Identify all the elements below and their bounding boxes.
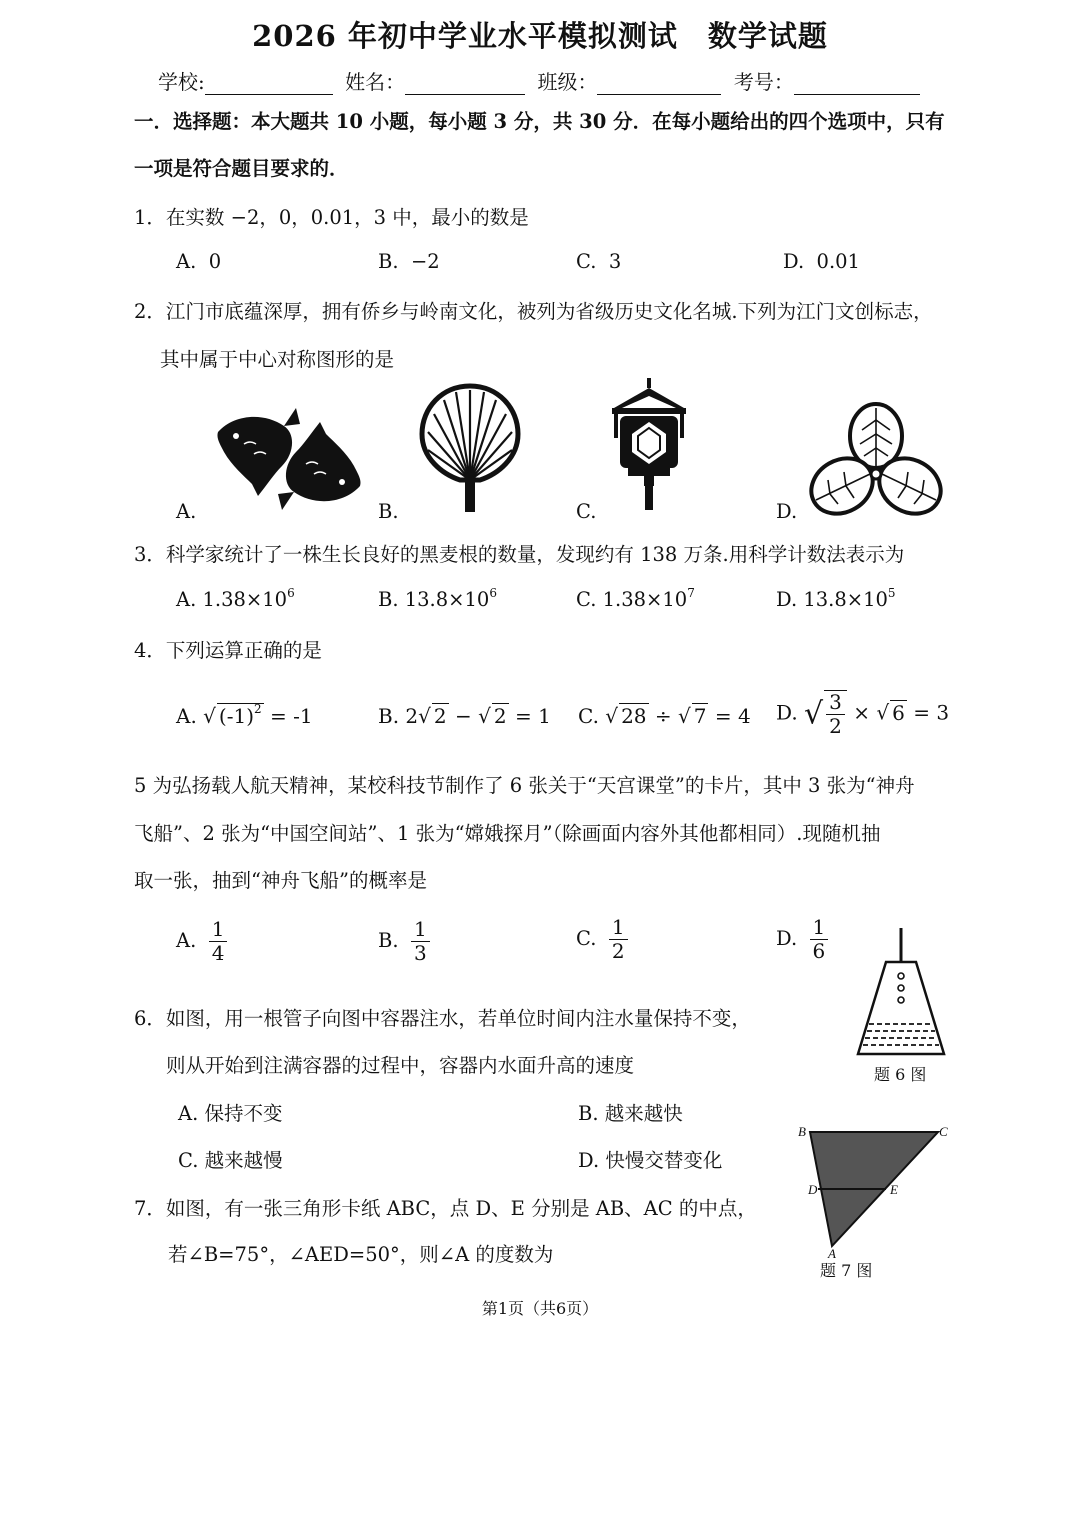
q1-option-d: D. 0.01 xyxy=(783,250,860,273)
q3-option-b: B. $13.8\times 10^6$ xyxy=(378,586,497,611)
exam-number-field[interactable] xyxy=(794,74,920,95)
name-label: 姓名： xyxy=(345,70,406,94)
q5-option-b: B. $\frac{1}{3}$ xyxy=(378,918,430,965)
q4-option-a: A. √ $(-1)^2 = -1$ xyxy=(176,702,313,728)
q2-option-b: B. xyxy=(378,500,399,523)
question-2-stem: 2．江门市底蕴深厚，拥有侨乡与岭南文化，被列为省级历史文化名城.下列为江门文创标志， xyxy=(134,300,933,323)
q1-option-b: B. −2 xyxy=(378,250,440,273)
student-info-row xyxy=(158,66,926,95)
page-title: 2026 年初中学业水平模拟测试 数学试题 xyxy=(252,19,828,53)
q4-option-b: B. 2√ 2 − √ 2 = 1 xyxy=(378,704,551,728)
point-d-label: D xyxy=(808,1182,818,1197)
leaf-logo-icon xyxy=(806,400,946,516)
question-5-stem: 5 为弘扬载人航天精神，某校科技节制作了 6 张关于“天宫课堂”的卡片，其中 3 张为“神舟 xyxy=(134,774,915,797)
question-5-stem-cont1: 飞船”、2 张为“中国空间站”、1 张为“嫦娥探月”（除画面内容外其他都相同）.现随机抽 xyxy=(134,822,881,845)
section-heading: 一．选择题：本大题共 10 小题，每小题 3 分，共 30 分．在每小题给出的四个选项中，只有 xyxy=(134,110,945,133)
class-field[interactable] xyxy=(597,74,721,95)
section-heading-cont: 一项是符合题目要求的． xyxy=(134,157,349,180)
question-7-stem-cont: 若∠B=75°，∠AED=50°，则∠A 的度数为 xyxy=(168,1243,554,1266)
question-1-stem: 1．在实数 −2，0，0.01，3 中，最小的数是 xyxy=(134,206,529,229)
name-field[interactable] xyxy=(405,74,525,95)
exam-number-label: 考号： xyxy=(733,70,794,94)
figure-6-caption: 题 6 图 xyxy=(874,1065,927,1084)
page-footer: 第1页（共6页） xyxy=(481,1299,599,1318)
question-7-stem: 7．如图，有一张三角形卡纸 ABC，点 D、E 分别是 AB、AC 的中点， xyxy=(134,1197,757,1220)
vertex-a-label: A xyxy=(828,1246,836,1261)
q3-option-d: D. $13.8\times 10^5$ xyxy=(776,586,896,611)
vertex-b-label: B xyxy=(798,1124,806,1139)
figure-7-caption: 题 7 图 xyxy=(820,1261,873,1280)
school-field[interactable] xyxy=(205,74,333,95)
fish-logo-icon xyxy=(214,404,364,514)
school-label: 学校: xyxy=(158,70,205,94)
question-5-stem-cont2: 取一张，抽到“神舟飞船”的概率是 xyxy=(134,869,427,892)
q1-option-a: A. 0 xyxy=(176,250,222,273)
question-2-stem-cont: 其中属于中心对称图形的是 xyxy=(160,348,395,371)
question-6-stem: 6．如图，用一根管子向图中容器注水，若单位时间内注水量保持不变， xyxy=(134,1007,751,1030)
question-3-stem: 3．科学家统计了一株生长良好的黑麦根的数量，发现约有 138 万条.用科学计数法表示为 xyxy=(134,543,905,566)
question-4-stem: 4．下列运算正确的是 xyxy=(134,639,322,662)
vertex-c-label: C xyxy=(939,1124,948,1139)
lantern-logo-icon xyxy=(606,378,692,514)
q6-option-a: A. 保持不变 xyxy=(178,1102,283,1125)
triangle-figure xyxy=(796,1122,952,1261)
fan-logo-icon xyxy=(418,382,522,514)
class-label: 班级： xyxy=(537,70,598,94)
q2-option-d: D. xyxy=(776,500,798,523)
q4-option-d: D. √ $\frac{3}{2}$ × √ 6 = 3 xyxy=(776,690,950,738)
q2-option-a: A. xyxy=(176,500,197,523)
container-figure xyxy=(856,928,946,1058)
q3-option-c: C. $1.38\times 10^7$ xyxy=(576,586,695,611)
question-6-stem-cont: 则从开始到注满容器的过程中，容器内水面升高的速度 xyxy=(166,1054,635,1077)
q1-option-c: C. 3 xyxy=(576,250,622,273)
q6-option-b: B. 越来越快 xyxy=(578,1102,683,1125)
q5-option-c: C. $\frac{1}{2}$ xyxy=(576,916,628,963)
q6-option-c: C. 越来越慢 xyxy=(178,1149,283,1172)
q5-option-a: A. $\frac{1}{4}$ xyxy=(176,918,227,965)
q2-option-c: C. xyxy=(576,500,597,523)
q5-option-d: D. $\frac{1}{6}$ xyxy=(776,916,828,963)
point-e-label: E xyxy=(890,1182,898,1197)
q3-option-a: A. $1.38\times 10^6$ xyxy=(176,586,295,611)
q4-option-c: C. √ 28 ÷ √ 7 = 4 xyxy=(578,704,751,728)
q6-option-d: D. 快慢交替变化 xyxy=(578,1149,723,1172)
